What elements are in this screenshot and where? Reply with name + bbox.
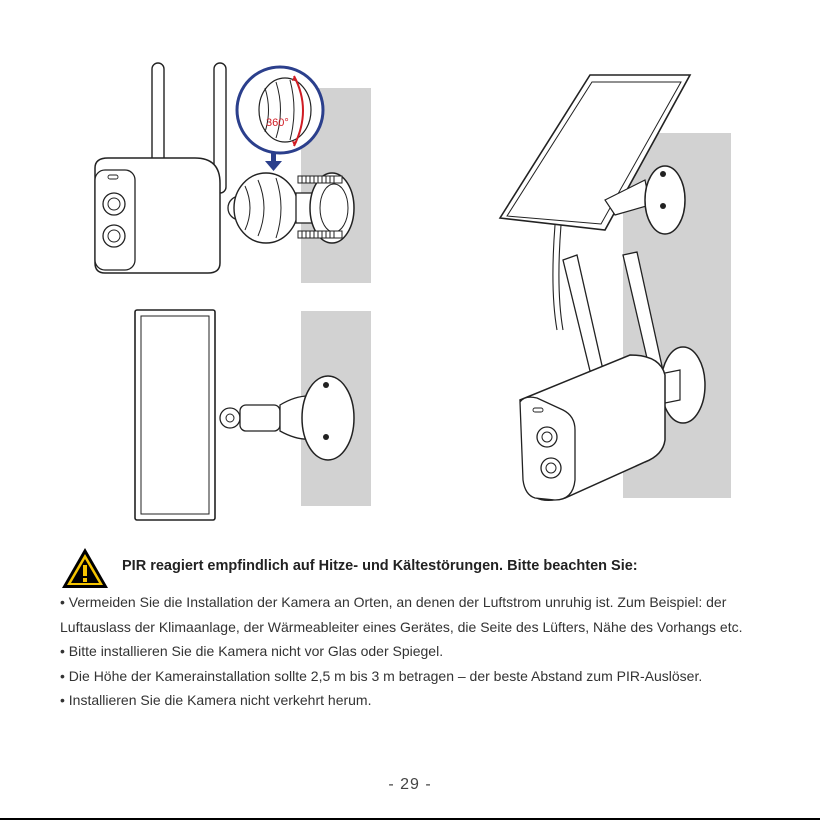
mount-base — [302, 376, 354, 460]
camera-front-face — [520, 397, 575, 500]
mount-knob — [234, 173, 298, 243]
installed-camera-solar-illustration — [495, 70, 745, 505]
page-number: - 29 - — [388, 776, 432, 793]
mount-arm — [240, 405, 280, 431]
instruction-item: • Installieren Sie die Kamera nicht verkehrt herum. — [60, 692, 372, 708]
warning-heading — [60, 546, 780, 590]
instruction-item: • Vermeiden Sie die Installation der Kamera an Orten, an denen der Luftstrom unruhig ist. Zum Beispiel: der Luftauslass der Klimaanlage, der Wärmeableiter eines Gerätes, die Seite des Lüfters, Nähe des Vorhangs etc. — [60, 594, 743, 635]
down-arrow-icon — [271, 153, 276, 162]
rotation-label: 360° — [266, 117, 289, 129]
screw-bottom — [298, 231, 342, 238]
instruction-item: • Bitte installieren Sie die Kamera nicht vor Glas oder Spiegel. — [60, 643, 444, 659]
instructions-text — [60, 590, 780, 713]
instruction-item: • Die Höhe der Kamerainstallation sollte 2,5 m bis 3 m betragen – der beste Abstand zum PIR-Auslöser. — [60, 667, 703, 684]
camera-wall-mount-illustration — [80, 58, 380, 288]
warning-title: PIR reagiert empfindlich auf Hitze- und Kältestörungen. Bitte beachten Sie: — [122, 558, 638, 574]
warning-triangle-icon — [60, 546, 110, 590]
solar-panel-mount-illustration — [130, 305, 380, 525]
screw-top — [298, 176, 342, 183]
solar-cable — [553, 225, 563, 330]
antenna-left — [563, 255, 603, 375]
camera-front-face — [95, 170, 135, 270]
